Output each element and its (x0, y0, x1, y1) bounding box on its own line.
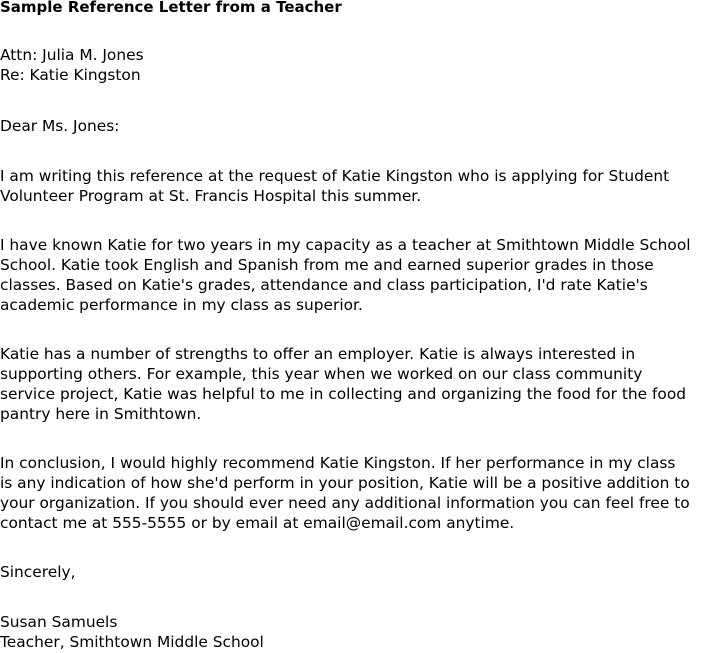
signature-title: Teacher, Smithtown Middle School (0, 632, 264, 651)
paragraph-2 (0, 236, 691, 316)
paragraph-line: Katie has a number of strengths to offer an employer. Katie is always interested in (0, 345, 636, 363)
signature-block (0, 613, 264, 653)
salutation-line: Dear Ms. Jones: (0, 117, 120, 135)
paragraph-line: In conclusion, I would highly recommend Katie Kingston. If her performance in my class (0, 454, 676, 472)
recipient-block (0, 46, 144, 86)
paragraph-1 (0, 167, 669, 207)
paragraph-4 (0, 454, 690, 534)
paragraph-line: classes. Based on Katie's grades, attendance and class participation, I'd rate Katie's (0, 275, 648, 294)
paragraph-line: Volunteer Program at St. Francis Hospital this summer. (0, 186, 422, 205)
paragraph-line: service project, Katie was helpful to me in collecting and organizing the food for the food (0, 384, 687, 403)
paragraph-line: contact me at 555-5555 or by email at email@email.com anytime. (0, 513, 515, 532)
salutation (0, 117, 119, 137)
document-title: Sample Reference Letter from a Teacher (0, 0, 342, 16)
closing-line: Sincerely, (0, 563, 76, 581)
paragraph-line: academic performance in my class as superior. (0, 295, 363, 314)
paragraph-line: I have known Katie for two years in my capacity as a teacher at Smithtown Middle School (0, 236, 691, 254)
attn-line: Attn: Julia M. Jones (0, 46, 144, 64)
signature-name: Susan Samuels (0, 613, 118, 631)
closing (0, 563, 75, 583)
paragraph-line: I am writing this reference at the request of Katie Kingston who is applying for Student (0, 167, 670, 185)
paragraph-line: supporting others. For example, this year when we worked on our class community (0, 364, 643, 383)
paragraph-line: your organization. If you should ever need any additional information you can feel free to (0, 493, 690, 512)
paragraph-line: School. Katie took English and Spanish from me and earned superior grades in those (0, 255, 654, 274)
paragraph-line: pantry here in Smithtown. (0, 404, 202, 423)
re-line: Re: Katie Kingston (0, 65, 141, 84)
paragraph-line: is any indication of how she'd perform in your position, Katie will be a positive addition to (0, 473, 690, 492)
paragraph-3 (0, 345, 686, 425)
